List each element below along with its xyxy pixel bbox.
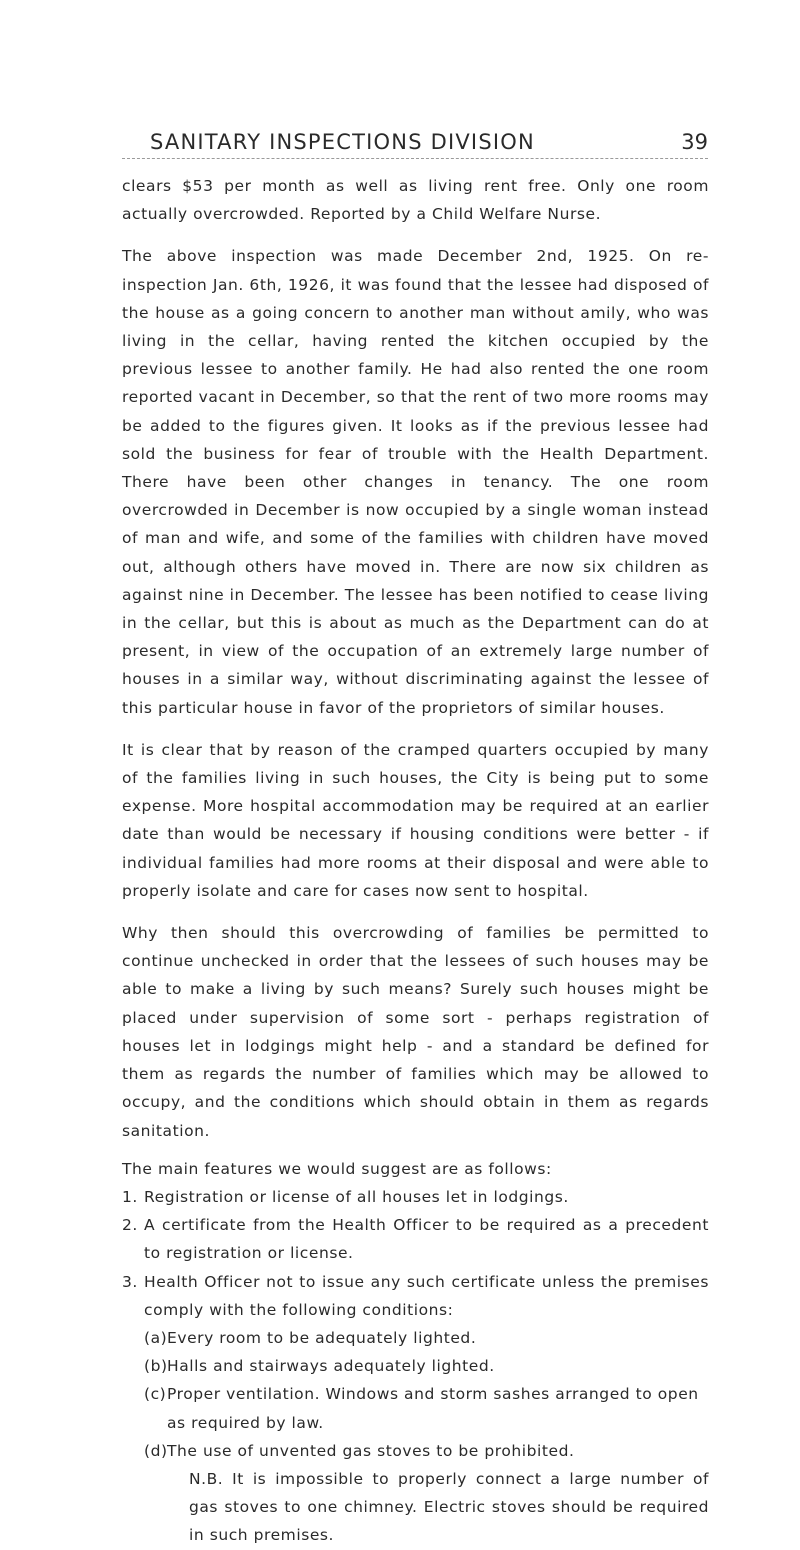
list-item — [122, 1211, 709, 1267]
list-item-text: Registration or license of all houses let in lodgings. — [144, 1187, 569, 1206]
condition-label: (a) — [144, 1328, 168, 1347]
features-list — [122, 1155, 709, 1550]
paragraph-3: It is clear that by reason of the cramped quarters occupied by many of the families living in such houses, the City is being put to some expense. More hospital accommodation may be required at an earlier date than would be necessary if housing conditions were better - if individual families had more rooms at their disposal and were able to properly isolate and care for cases now sent to hospital. — [122, 740, 709, 900]
condition-item — [144, 1324, 709, 1352]
condition-item — [144, 1380, 709, 1436]
list-item-text: Health Officer not to issue any such certificate unless the premises comply with the following conditions: — [144, 1272, 709, 1319]
condition-text: Halls and stairways adequately lighted. — [167, 1357, 495, 1376]
condition-label: (d) — [144, 1441, 168, 1460]
list-item-text: A certificate from the Health Officer to be required as a precedent to registration or license. — [144, 1216, 709, 1263]
condition-label: (c) — [144, 1385, 167, 1404]
page-number: 39 — [681, 130, 708, 154]
features-intro: The main features we would suggest are as follows: — [122, 1159, 552, 1178]
header-title: SANITARY INSPECTIONS DIVISION — [150, 130, 535, 154]
list-item — [122, 1268, 709, 1324]
condition-text: The use of unvented gas stoves to be prohibited. — [167, 1441, 575, 1460]
list-item-number: 3. — [122, 1272, 138, 1291]
list-item — [122, 1183, 709, 1211]
condition-text: Proper ventilation. Windows and storm sashes arranged to open as required by law. — [167, 1385, 699, 1432]
document-body — [122, 172, 709, 1550]
list-item-number: 2. — [122, 1216, 138, 1235]
condition-item — [144, 1437, 709, 1465]
paragraph-4: Why then should this overcrowding of families be permitted to continue unchecked in order that the lessees of such houses may be able to make a living by such means? Surely such houses might be placed under supervision of some sort - perhaps registration of houses let in lodgings might help - and a standard be defined for them as regards the number of families which may be allowed to occupy, and the conditions which should obtain in them as regards sanitation. — [122, 924, 709, 1140]
condition-item — [144, 1352, 709, 1380]
condition-text: Every room to be adequately lighted. — [167, 1328, 477, 1347]
conditions-list — [144, 1324, 709, 1550]
note-nb: N.B. It is impossible to properly connect a large number of gas stoves to one chimney. Electric stoves should be required in such premises. — [189, 1469, 709, 1545]
header-rule — [122, 158, 708, 159]
condition-label: (b) — [144, 1357, 168, 1376]
page-header — [122, 116, 708, 154]
list-item-number: 1. — [122, 1187, 138, 1206]
paragraph-1: clears $53 per month as well as living rent free. Only one room actually overcrowded. Reported by a Child Welfare Nurse. — [122, 177, 709, 224]
paragraph-2: The above inspection was made December 2nd, 1925. On re-inspection Jan. 6th, 1926, it was found that the lessee had disposed of the house as a going concern to another man without amily, who was living in the cellar, having rented the kitchen occupied by the previous lessee to another family. He had also rented the one room reported vacant in December, so that the rent of two more rooms may be added to the figures given. It looks as if the previous lessee had sold the business for fear of trouble with the Health Department. There have been other changes in tenancy. The one room overcrowded in December is now occupied by a single woman instead of man and wife, and some of the families with children have moved out, although others have moved in. There are now six children as against nine in December. The lessee has been notified to cease living in the cellar, but this is about as much as the Department can do at present, in view of the occupation of an extremely large number of houses in a similar way, without discriminating against the lessee of this particular house in favor of the proprietors of similar houses. — [122, 247, 709, 717]
